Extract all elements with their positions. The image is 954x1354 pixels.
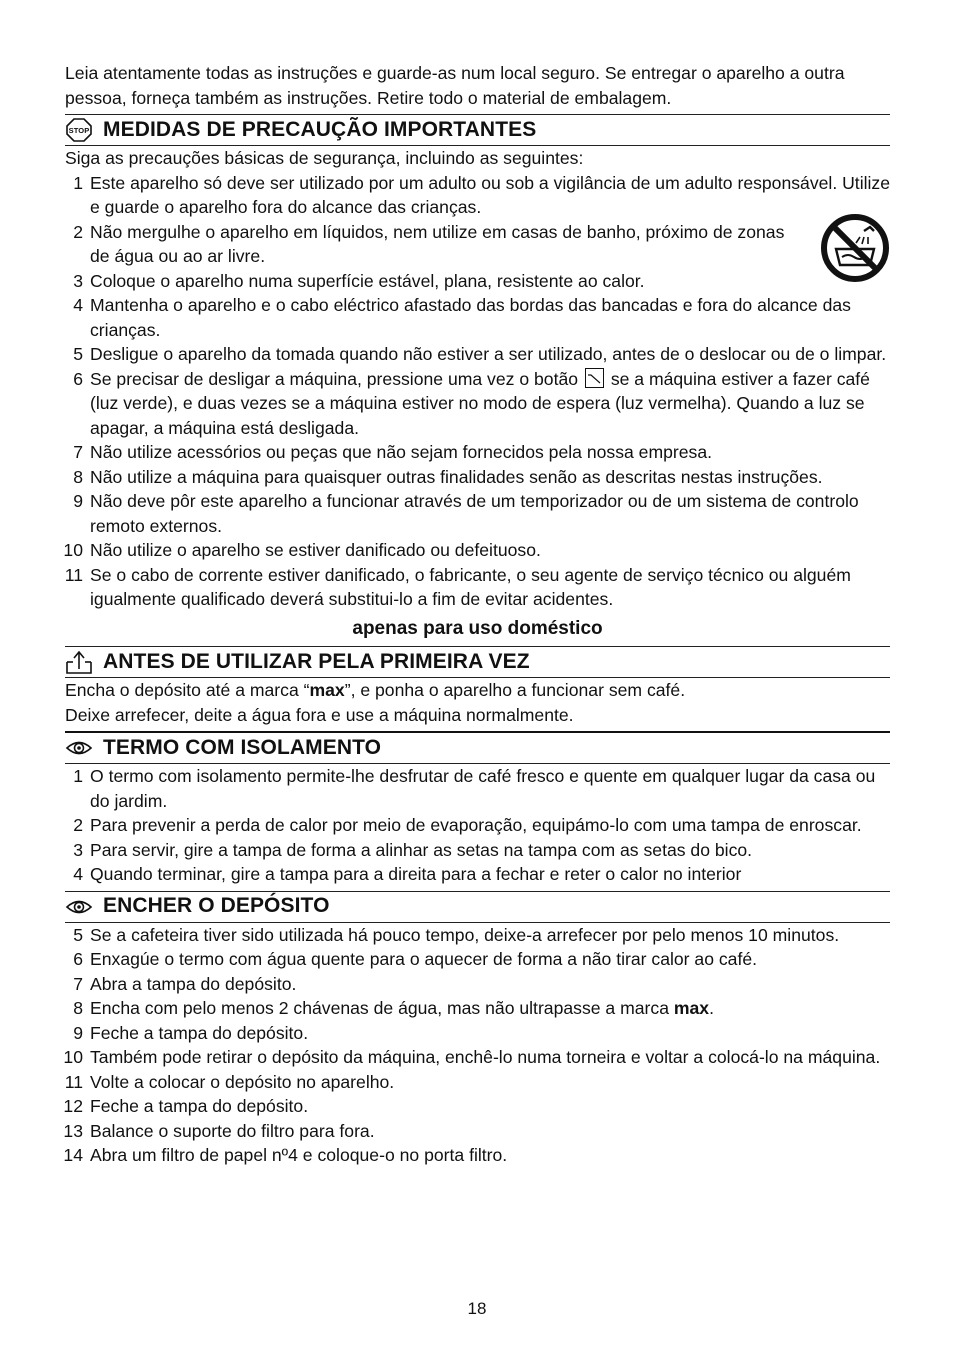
- list-item: 13 Balance o suporte do filtro para fora.: [63, 1120, 375, 1141]
- list-item: 2 Não mergulhe o aparelho em líquidos, nem utilize em casas de banho, próximo de zonas de água ou ao ar livre.: [73, 221, 785, 266]
- fill-list: [65, 923, 890, 1168]
- list-item: 8 Encha com pelo menos 2 chávenas de água, mas não ultrapasse a marca max.: [73, 998, 714, 1018]
- list-item: 5 Se a cafeteira tiver sido utilizada há pouco tempo, deixe-a arrefecer por pelo menos 10 minutos.: [73, 924, 840, 945]
- thermos-heading: [65, 731, 890, 764]
- intro-text: Leia atentamente todas as instruções e guarde-as num local seguro. Se entregar o aparelho a outra pessoa, forneça também as instruções. Retire todo o material de embalagem.: [65, 63, 845, 108]
- first-use-line-1: Encha o depósito até a marca “max”, e ponha o aparelho a funcionar sem café.: [65, 680, 686, 700]
- list-item: 7 Não utilize acessórios ou peças que não sejam fornecidos pela nossa empresa.: [73, 442, 713, 462]
- first-use-title: ANTES DE UTILIZAR PELA PRIMEIRA VEZ: [103, 649, 530, 673]
- thermos-list: [65, 764, 890, 887]
- list-item: 12 Feche a tampa do depósito.: [63, 1096, 309, 1116]
- thermos-title: TERMO COM ISOLAMENTO: [103, 735, 382, 759]
- stop-icon: [65, 118, 93, 142]
- list-item: 11 Volte a colocar o depósito no aparelho.: [64, 1071, 395, 1092]
- list-item: 1 O termo com isolamento permite-lhe desfrutar de café fresco e quente em qualquer lugar da casa ou do jardim.: [73, 766, 876, 811]
- unpack-box-icon: [65, 650, 93, 674]
- power-button-icon: [585, 368, 604, 388]
- list-item: 10 Também pode retirar o depósito da máquina, enchê-lo numa torneira e voltar a colocá-lo na máquina.: [63, 1047, 881, 1067]
- list-item: 6 Enxagúe o termo com água quente para o aquecer de forma a não tirar calor ao café.: [73, 949, 758, 969]
- first-use-heading: [65, 646, 890, 678]
- precautions-heading: [65, 114, 890, 146]
- stop-icon-text: STOP: [68, 126, 90, 135]
- list-item: 5 Desligue o aparelho da tomada quando não estiver a ser utilizado, antes de o deslocar ou de o limpar.: [73, 344, 887, 364]
- list-item: 6 Se precisar de desligar a máquina, pressione uma vez o botão se a máquina estiver a fazer café (luz verde), e duas vezes se a máquina estiver no modo de espera (luz vermelha). Quando a luz se apagar, a máquina está desligada.: [73, 368, 870, 438]
- list-item: 2 Para prevenir a perda de calor por meio de evaporação, equipámo-lo com uma tampa de enroscar.: [73, 815, 862, 835]
- list-item: 1 Este aparelho só deve ser utilizado por um adulto ou sob a vigilância de um adulto responsável. Utilize e guarde o aparelho fora do alcance das crianças.: [73, 172, 891, 217]
- list-item: 4 Mantenha o aparelho e o cabo eléctrico afastado das bordas das bancadas e fora do alcance das crianças.: [73, 295, 851, 340]
- list-item: 3 Coloque o aparelho numa superfície estável, plana, resistente ao calor.: [73, 270, 645, 291]
- list-item: 3 Para servir, gire a tampa de forma a alinhar as setas na tampa com as setas do bico.: [73, 839, 753, 860]
- no-bath-icon: [820, 213, 890, 283]
- first-use-line-2: Deixe arrefecer, deite a água fora e use a máquina normalmente.: [65, 704, 574, 725]
- precautions-title: MEDIDAS DE PRECAUÇÃO IMPORTANTES: [103, 117, 537, 141]
- list-item: 10 Não utilize o aparelho se estiver danificado ou defeituoso.: [63, 540, 541, 560]
- list-item: 9 Não deve pôr este aparelho a funcionar através de um temporizador ou de um sistema de controlo remoto externos.: [73, 491, 859, 536]
- document-page: [65, 61, 890, 1168]
- precautions-list: [65, 171, 890, 612]
- list-item: 7 Abra a tampa do depósito.: [73, 973, 297, 994]
- fill-title: ENCHER O DEPÓSITO: [103, 894, 330, 918]
- list-item: 11 Se o cabo de corrente estiver danificado, o fabricante, o seu agente de serviço técnico ou alguém igualmente qualificado deverá substitui-lo a fim de evitar acidentes.: [64, 564, 851, 609]
- precautions-lead: Siga as precauções básicas de segurança, incluindo as seguintes:: [65, 148, 584, 168]
- eye-icon: [65, 736, 93, 760]
- list-item: 4 Quando terminar, gire a tampa para a direita para a fechar e reter o calor no interior: [73, 864, 742, 884]
- list-item: 14 Abra um filtro de papel nº4 e coloque-o no porta filtro.: [63, 1145, 508, 1165]
- page-number: 18: [467, 1299, 487, 1318]
- eye-icon: [65, 895, 93, 919]
- list-item: 9 Feche a tampa do depósito.: [73, 1022, 309, 1043]
- household-use-note: apenas para uso doméstico: [352, 617, 603, 639]
- list-item: 8 Não utilize a máquina para quaisquer outras finalidades senão as descritas nestas instruções.: [73, 466, 823, 487]
- fill-heading: [65, 891, 890, 923]
